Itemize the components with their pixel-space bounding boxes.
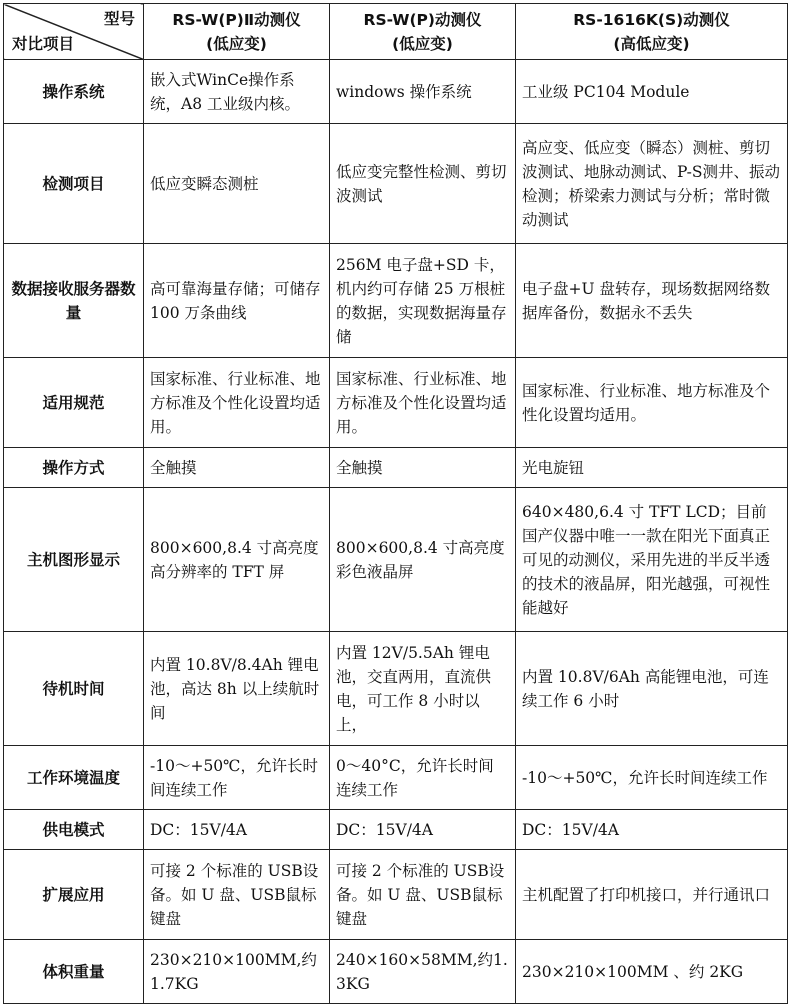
table-cell: 640×480,6.4 寸 TFT LCD；目前国产仪器中唯一一款在阳光下面真正可见的动测仪，采用先进的半反半透的技术的液晶屏，阳光越强，可视性能越好 (516, 488, 788, 632)
table-row (4, 850, 788, 940)
table-cell: 高可靠海量存储；可储存 100 万条曲线 (144, 244, 330, 358)
table-cell: 全触摸 (330, 448, 516, 488)
table-cell: 800×600,8.4 寸高亮度高分辨率的 TFT 屏 (144, 488, 330, 632)
table-row (4, 60, 788, 124)
row-label: 主机图形显示 (4, 488, 144, 632)
table-cell: 嵌入式WinCe操作系统，A8 工业级内核。 (144, 60, 330, 124)
table-cell: 240×160×58MM,约1.3KG (330, 940, 516, 1004)
row-label: 供电模式 (4, 810, 144, 850)
model-type: (高低应变) (613, 34, 690, 53)
row-label: 工作环境温度 (4, 746, 144, 810)
row-label: 扩展应用 (4, 850, 144, 940)
table-row (4, 940, 788, 1004)
corner-cell (4, 4, 144, 60)
table-cell: 光电旋钮 (516, 448, 788, 488)
table-cell: DC：15V/4A (516, 810, 788, 850)
table-cell: 内置 10.8V/8.4Ah 锂电池，高达 8h 以上续航时间 (144, 632, 330, 746)
table-cell: DC：15V/4A (330, 810, 516, 850)
model-type: (低应变) (206, 34, 267, 53)
row-label: 待机时间 (4, 632, 144, 746)
table-row (4, 448, 788, 488)
model-name: RS-1616K(S)动测仪 (573, 10, 730, 29)
row-label: 操作系统 (4, 60, 144, 124)
model-name: RS-W(P)动测仪 (363, 10, 482, 29)
table-cell: 可接 2 个标准的 USB设备。如 U 盘、USB鼠标键盘 (330, 850, 516, 940)
table-cell: 国家标准、行业标准、地方标准及个性化设置均适用。 (516, 358, 788, 448)
table-row (4, 488, 788, 632)
header-row (4, 4, 788, 60)
table-cell: 内置 12V/5.5Ah 锂电池，交直两用，直流供电，可工作 8 小时以上， (330, 632, 516, 746)
table-cell: 0～40°C，允许长时间连续工作 (330, 746, 516, 810)
table-cell: 256M 电子盘+SD 卡，机内约可存储 25 万根桩的数据，实现数据海量存储 (330, 244, 516, 358)
model-type: (低应变) (392, 34, 453, 53)
row-label: 操作方式 (4, 448, 144, 488)
table-row (4, 632, 788, 746)
model-header-3 (516, 4, 788, 60)
table-cell: -10～+50℃，允许长时间连续工作 (144, 746, 330, 810)
model-header-1 (144, 4, 330, 60)
table-row (4, 358, 788, 448)
table-cell: 电子盘+U 盘转存，现场数据网络数据库备份，数据永不丢失 (516, 244, 788, 358)
corner-model-label: 型号 (103, 10, 135, 28)
table-row (4, 124, 788, 244)
table-cell: windows 操作系统 (330, 60, 516, 124)
table-cell: 工业级 PC104 Module (516, 60, 788, 124)
comparison-table (3, 3, 788, 1004)
table-cell: 230×210×100MM,约 1.7KG (144, 940, 330, 1004)
table-cell: DC：15V/4A (144, 810, 330, 850)
row-label: 数据接收服务器数量 (4, 244, 144, 358)
table-cell: 230×210×100MM 、约 2KG (516, 940, 788, 1004)
table-cell: 可接 2 个标准的 USB设备。如 U 盘、USB鼠标键盘 (144, 850, 330, 940)
table-cell: 低应变瞬态测桩 (144, 124, 330, 244)
table-cell: 高应变、低应变（瞬态）测桩、剪切波测试、地脉动测试、P-S测井、振动检测；桥梁索力测试与分析；常时微动测试 (516, 124, 788, 244)
row-label: 检测项目 (4, 124, 144, 244)
table-row (4, 746, 788, 810)
model-name: RS-W(P)Ⅱ动测仪 (172, 10, 301, 29)
table-cell: -10～+50℃，允许长时间连续工作 (516, 746, 788, 810)
corner-item-label: 对比项目 (12, 35, 75, 53)
table-cell: 全触摸 (144, 448, 330, 488)
table-row (4, 810, 788, 850)
row-label: 体积重量 (4, 940, 144, 1004)
table-cell: 主机配置了打印机接口，并行通讯口 (516, 850, 788, 940)
table-cell: 内置 10.8V/6Ah 高能锂电池，可连续工作 6 小时 (516, 632, 788, 746)
model-header-2 (330, 4, 516, 60)
row-label: 适用规范 (4, 358, 144, 448)
table-row (4, 244, 788, 358)
table-cell: 国家标准、行业标准、地方标准及个性化设置均适用。 (330, 358, 516, 448)
table-cell: 国家标准、行业标准、地方标准及个性化设置均适用。 (144, 358, 330, 448)
table-cell: 800×600,8.4 寸高亮度彩色液晶屏 (330, 488, 516, 632)
table-cell: 低应变完整性检测、剪切波测试 (330, 124, 516, 244)
